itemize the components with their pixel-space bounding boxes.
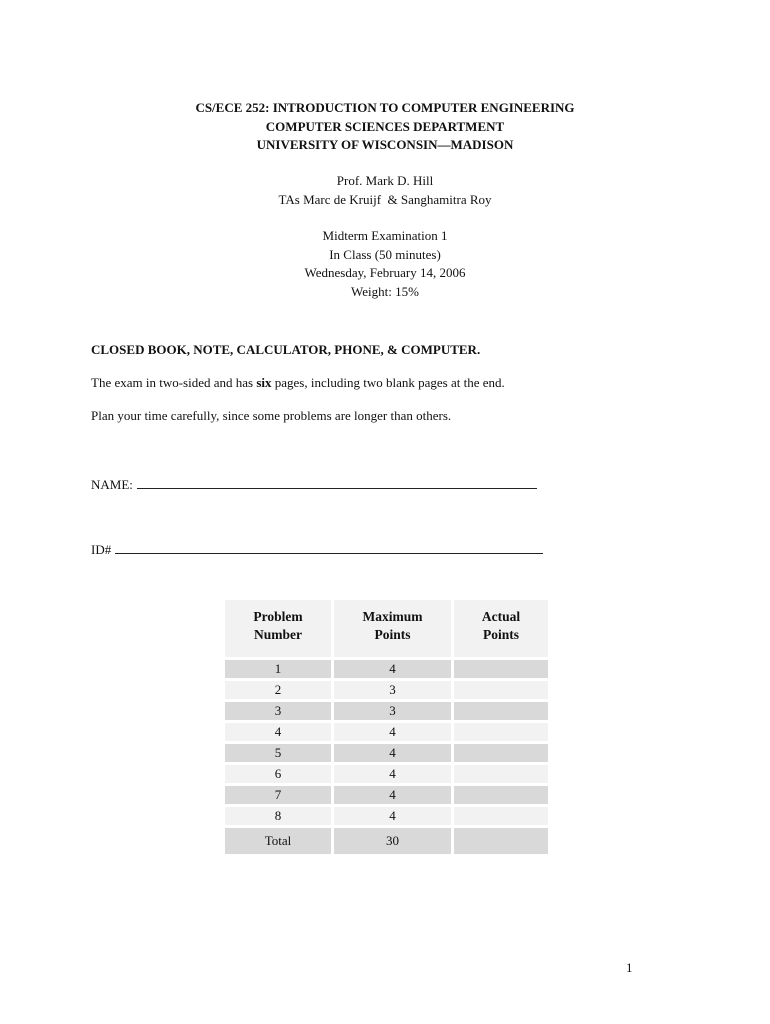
actual-points-cell[interactable] [454, 786, 548, 804]
header-maximum-line1: Maximum [362, 609, 423, 624]
id-fill-line[interactable] [115, 541, 543, 554]
problem-number-cell: 7 [225, 786, 331, 804]
actual-points-cell[interactable] [454, 681, 548, 699]
page-count-bold: six [256, 375, 272, 390]
header-maximum-points [334, 600, 451, 657]
name-label: NAME: [91, 477, 133, 492]
exam-header [0, 99, 770, 155]
time-planning-notice: Plan your time carefully, since some problems are longer than others. [91, 408, 452, 423]
university-name: UNIVERSITY OF WISCONSIN—MADISON [256, 137, 514, 152]
header-problem-line1: Problem [253, 609, 303, 624]
exam-info-block [0, 227, 770, 301]
id-field-row [91, 541, 543, 558]
department-name: COMPUTER SCIENCES DEPARTMENT [265, 118, 505, 134]
table-row [225, 786, 548, 804]
table-row [225, 744, 548, 762]
ta-names: TAs Marc de Kruijf & Sanghamitra Roy [278, 191, 492, 207]
header-maximum-line2: Points [374, 627, 411, 642]
header-actual-line2: Points [482, 627, 519, 642]
exam-title: Midterm Examination 1 [322, 228, 448, 243]
header-problem-line2: Number [254, 627, 302, 642]
max-points-cell: 4 [334, 765, 451, 783]
max-points-cell: 4 [334, 807, 451, 825]
page-number: 1 [626, 960, 633, 975]
exam-weight: Weight: 15% [351, 283, 419, 299]
actual-points-cell[interactable] [454, 723, 548, 741]
exam-duration: In Class (50 minutes) [329, 246, 441, 262]
table-row [225, 702, 548, 720]
name-field-row [91, 476, 537, 493]
total-max-points-cell: 30 [334, 828, 451, 854]
actual-points-cell[interactable] [454, 744, 548, 762]
table-row [225, 681, 548, 699]
problem-number-cell: 3 [225, 702, 331, 720]
page-count-notice [91, 375, 505, 391]
professor-name: Prof. Mark D. Hill [336, 173, 434, 188]
exam-date: Wednesday, February 14, 2006 [304, 265, 466, 280]
max-points-cell: 4 [334, 744, 451, 762]
max-points-cell: 3 [334, 702, 451, 720]
actual-points-cell[interactable] [454, 660, 548, 678]
max-points-cell: 4 [334, 723, 451, 741]
actual-points-cell[interactable] [454, 702, 548, 720]
max-points-cell: 4 [334, 786, 451, 804]
total-row [225, 828, 548, 854]
closed-book-notice: CLOSED BOOK, NOTE, CALCULATOR, PHONE, & COMPUTER. [91, 342, 481, 357]
page-count-prefix: The exam in two-sided and has [91, 375, 257, 390]
actual-points-cell[interactable] [454, 765, 548, 783]
table-row [225, 723, 548, 741]
score-table [222, 597, 551, 857]
header-actual-line1: Actual [481, 609, 521, 624]
max-points-cell: 3 [334, 681, 451, 699]
problem-number-cell: 1 [225, 660, 331, 678]
problem-number-cell: 4 [225, 723, 331, 741]
page-count-suffix: pages, including two blank pages at the end. [271, 375, 505, 390]
actual-points-cell[interactable] [454, 807, 548, 825]
problem-number-cell: 5 [225, 744, 331, 762]
score-table-header-row [225, 600, 548, 657]
name-fill-line[interactable] [137, 476, 537, 489]
table-row [225, 765, 548, 783]
header-problem-number [225, 600, 331, 657]
total-actual-points-cell[interactable] [454, 828, 548, 854]
course-title: CS/ECE 252: INTRODUCTION TO COMPUTER ENGINEERING [195, 100, 575, 115]
problem-number-cell: 2 [225, 681, 331, 699]
max-points-cell: 4 [334, 660, 451, 678]
id-label: ID# [91, 542, 112, 557]
total-label-cell: Total [225, 828, 331, 854]
table-row [225, 660, 548, 678]
problem-number-cell: 8 [225, 807, 331, 825]
staff-block [0, 172, 770, 209]
header-actual-points [454, 600, 548, 657]
problem-number-cell: 6 [225, 765, 331, 783]
table-row [225, 807, 548, 825]
